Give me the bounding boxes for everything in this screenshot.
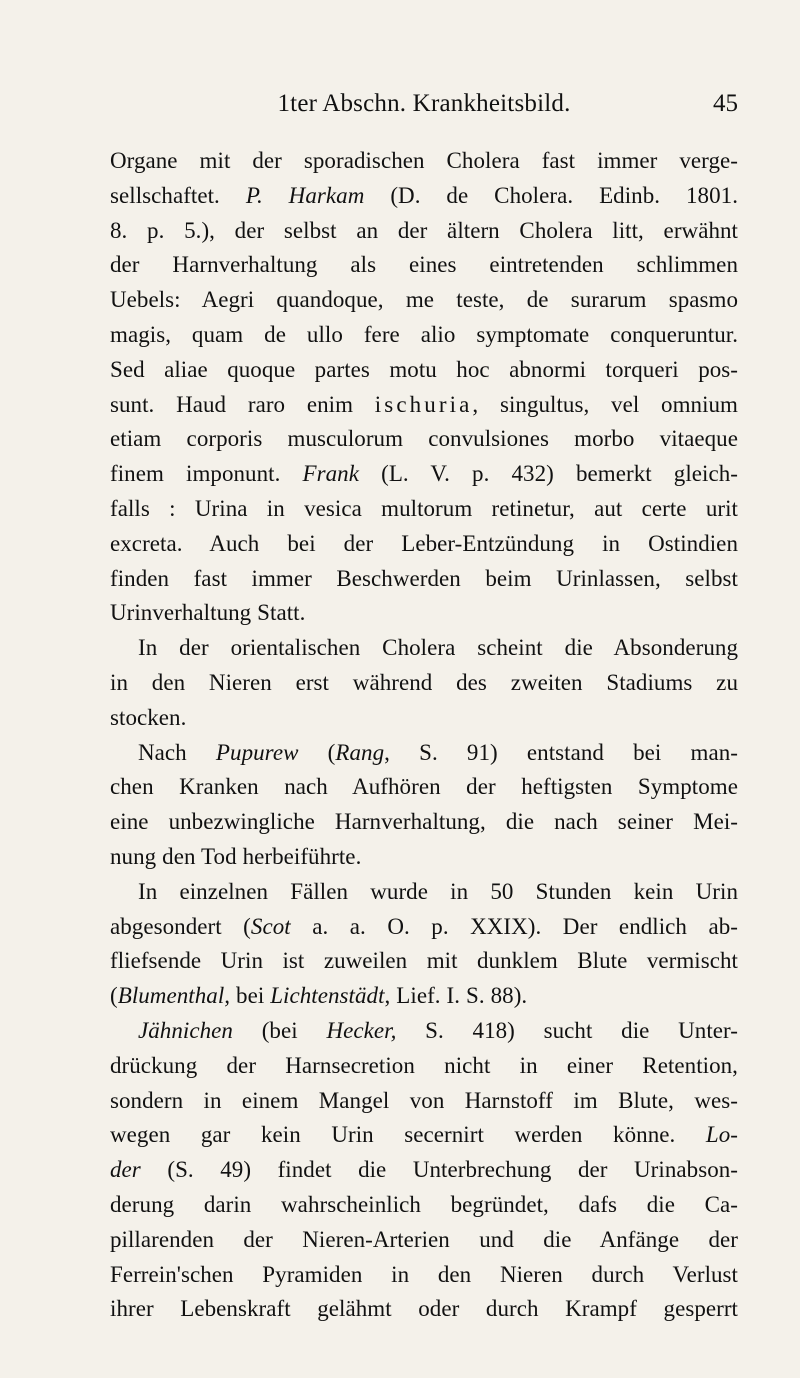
running-title: 1ter Abschn. Krankheitsbild. [277, 90, 571, 117]
text-line: pillarenden der Nieren-Arterien und die Anfänge der [110, 1226, 738, 1252]
text-line: In einzelnen Fällen wurde in 50 Stunden kein Urin [138, 878, 738, 904]
text-line: In der orientalischen Cholera scheint die Absonderung [138, 635, 738, 661]
text-line: sunt. Haud raro enim ischuria, singultus, vel omnium [110, 391, 739, 417]
text-line: wegen gar kein Urin secernirt werden könne. Lo- [110, 1122, 739, 1148]
text-line: eine unbezwingliche Harnverhaltung, die nach seiner Mei- [110, 809, 738, 835]
text-line: Nach Pupurew (Rang, S. 91) entstand bei man- [138, 739, 739, 765]
text-line: Organe mit der sporadischen Cholera fast immer verge- [110, 148, 738, 173]
text-line: chen Kranken nach Aufhören der heftigsten Symptome [110, 774, 738, 800]
text-line: Jähnichen (bei Hecker, S. 418) sucht die Unter- [138, 1017, 739, 1043]
text-line: Ferrein'schen Pyramiden in den Nieren durch Verlust [110, 1261, 738, 1287]
text-line: falls : Urina in vesica multorum retinetur, aut certe urit [110, 495, 738, 521]
text-line: magis, quam de ullo fere alio symptomate conqueruntur. [110, 321, 738, 347]
text-line: der Harnverhaltung als eines eintretenden schlimmen [110, 252, 738, 278]
text-line: excreta. Auch bei der Leber-Entzündung in Ostindien [110, 530, 738, 556]
text-line: derung darin wahrscheinlich begründet, dafs die Ca- [110, 1191, 738, 1217]
text-line: 8. p. 5.), der selbst an der ältern Cholera litt, erwähnt [110, 217, 738, 243]
text-line: sondern in einem Mangel von Harnstoff im Blute, wes- [110, 1087, 738, 1113]
text-line: finem imponunt. Frank (L. V. p. 432) bemerkt gleich- [110, 461, 739, 487]
text-line: stocken. [110, 704, 187, 730]
text-line: abgesondert (Scot a. a. O. p. XXIX). Der endlich ab- [110, 913, 738, 939]
text-line: Sed aliae quoque partes motu hoc abnormi torqueri pos- [110, 356, 738, 382]
text-line: fliefsende Urin ist zuweilen mit dunklem Blute vermischt [110, 948, 738, 974]
text-line: ihrer Lebenskraft gelähmt oder durch Krampf gesperrt [110, 1296, 738, 1322]
text-line: finden fast immer Beschwerden beim Urinlassen, selbst [110, 565, 738, 591]
page-header [110, 90, 738, 128]
text-line: drückung der Harnsecretion nicht in einer Retention, [110, 1052, 738, 1078]
text-line: Urinverhaltung Statt. [110, 600, 306, 626]
text-line: sellschaftet. P. Harkam (D. de Cholera. Edinb. 1801. [110, 182, 739, 208]
page-number: 45 [713, 90, 738, 117]
text-line: etiam corporis musculorum convulsiones morbo vitaeque [110, 426, 738, 452]
text-line: Uebels: Aegri quandoque, me teste, de surarum spasmo [110, 287, 738, 313]
text-line: nung den Tod herbeiführte. [110, 843, 362, 869]
text-line: (Blumenthal, bei Lichtenstädt, Lief. I. S. 88). [110, 983, 528, 1009]
body-text [110, 144, 738, 1327]
text-line: in den Nieren erst während des zweiten Stadiums zu [110, 669, 738, 695]
text-line: der (S. 49) findet die Unterbrechung der Urinabson- [110, 1157, 738, 1183]
